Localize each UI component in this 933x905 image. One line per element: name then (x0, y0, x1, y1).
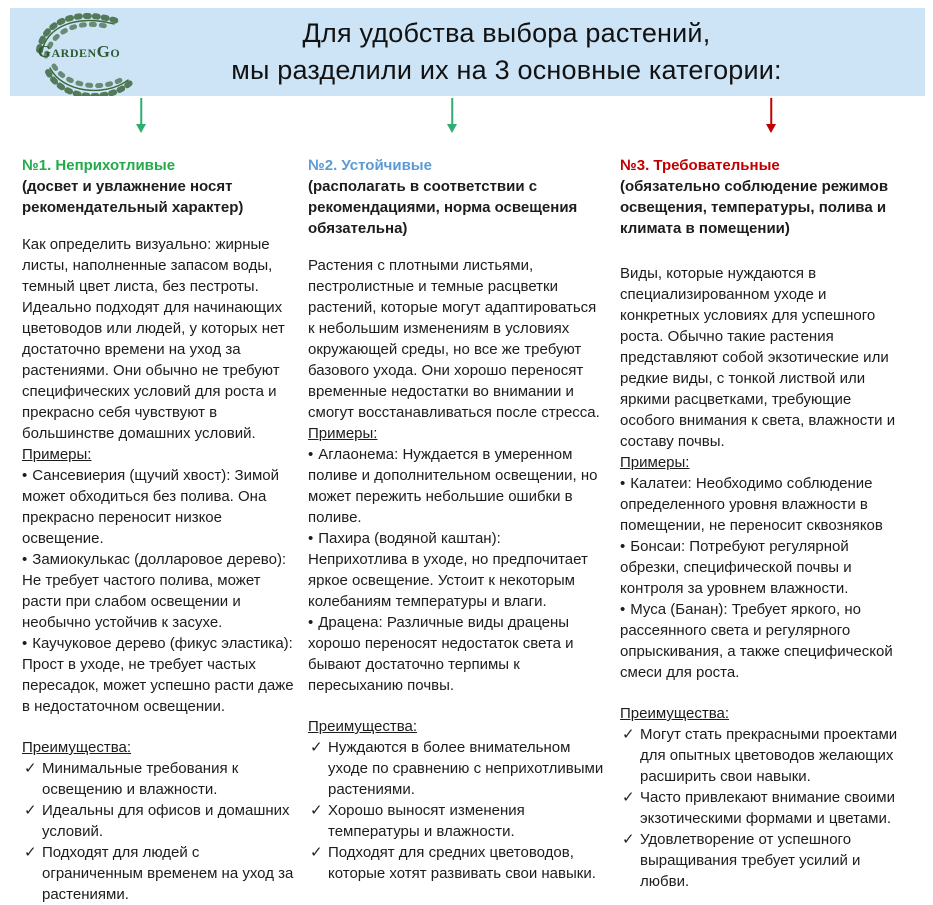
advantage-text: Могут стать прекрасными проектами для опытных цветоводов желающих расширить свои навыки. (640, 726, 898, 785)
category-title: №1. Неприхотливые (22, 157, 176, 174)
bullet-icon: • (308, 614, 314, 631)
page-title (153, 15, 782, 89)
checkmark-icon: ✓ (24, 802, 37, 819)
example-text: Муса (Банан): Требует яркого, но рассеянного света и регулярного опрыскивания, а также специфической смеси для роста. (620, 601, 893, 681)
advantage-item (620, 829, 910, 892)
advantage-item (620, 724, 910, 787)
arrow-shaft (140, 98, 142, 125)
example-item (308, 528, 604, 612)
category-description: Виды, которые нуждаются в специализированном уходе и конкретных условиях для успешного роста. Обычно такие растения представляют собой экзотические или редкие виды, с тонкой листвой или яркими расцветками, требующие особого внимания к света, влажности и составу почвы. (620, 265, 896, 450)
advantage-text: Нуждаются в более внимательном уходе по сравнению с неприхотливыми растениями. (328, 739, 604, 798)
category-subtitle: (располагать в соответствии с рекомендациями, норма освещения обязательна) (308, 178, 578, 237)
example-text: Калатеи: Необходимо соблюдение определенного уровня влажности в помещении, не переносит сквозняков (620, 475, 883, 534)
examples-label: Примеры: (308, 425, 378, 442)
advantage-item (308, 800, 604, 842)
checkmark-icon: ✓ (24, 760, 37, 777)
advantages-label: Преимущества: (620, 705, 730, 722)
arrow-head-icon (136, 124, 146, 133)
bullet-icon: • (620, 538, 626, 555)
title-line-1: Для удобства выбора растений, (302, 18, 711, 48)
header-banner (10, 8, 925, 96)
arrow-down-category-2 (445, 98, 459, 134)
example-text: Замиокулькас (долларовое дерево): Не требует частого полива, может расти при слабом освещении и необычно устойчив к засухе. (22, 551, 287, 631)
bullet-icon: • (620, 475, 626, 492)
advantage-text: Подходят для средних цветоводов, которые хотят развивать свои навыки. (328, 844, 596, 882)
category-subtitle: (досвет и увлажнение носят рекомендательный характер) (22, 178, 244, 216)
advantages-block (308, 716, 604, 884)
checkmark-icon: ✓ (622, 726, 635, 743)
example-item (308, 444, 604, 528)
example-text: Сансевиерия (щучий хвост): Зимой может обходиться без полива. Она прекрасно переносит низкое освещение. (22, 467, 279, 547)
arrow-down-category-3 (764, 98, 778, 134)
category-column-resilient (308, 155, 604, 884)
advantage-text: Минимальные требования к освещению и влажности. (42, 760, 239, 798)
example-item (620, 473, 910, 536)
checkmark-icon: ✓ (622, 831, 635, 848)
example-item (22, 465, 298, 549)
example-item (620, 599, 910, 683)
category-subtitle: (обязательно соблюдение режимов освещения, температуры, полива и климата в помещении) (620, 178, 889, 237)
example-text: Бонсаи: Потребуют регулярной обрезки, специфической почвы и контроля за уровнем влажности. (620, 538, 852, 597)
arrow-down-category-1 (134, 98, 148, 134)
example-item (22, 633, 298, 717)
arrow-shaft (451, 98, 453, 125)
advantage-item (308, 842, 604, 884)
advantage-text: Удовлетворение от успешного выращивания требует усилий и любви. (640, 831, 861, 890)
example-text: Драцена: Различные виды драцены хорошо переносят недостаток света и бывают достаточно терпимы к пересыханию почвы. (308, 614, 574, 694)
bullet-icon: • (22, 635, 28, 652)
advantages-block (620, 703, 910, 892)
checkmark-icon: ✓ (24, 844, 37, 861)
category-description: Как определить визуально: жирные листы, наполненные запасом воды, темный цвет листа, без пестроты. Идеально подходят для начинающих цветоводов или людей, у которых нет достаточно времени на уход за растениями. Они обычно не требуют специфических условий для роста и прекрасно себя чувствуют в большинстве домашних условий. (22, 236, 285, 442)
advantages-label: Преимущества: (308, 718, 418, 735)
example-text: Пахира (водяной каштан): Неприхотлива в уходе, но предпочитает яркое освещение. Устоит к некоторым колебаниям температуры и влаги. (308, 530, 588, 610)
arrow-head-icon (447, 124, 457, 133)
advantage-item (620, 787, 910, 829)
category-column-demanding (620, 155, 910, 892)
advantage-item (308, 737, 604, 800)
bullet-icon: • (308, 530, 314, 547)
category-column-unpretentious (22, 155, 298, 905)
category-title: №3. Требовательные (620, 157, 780, 174)
examples-label: Примеры: (22, 446, 92, 463)
gardengo-logo (26, 10, 138, 96)
category-description: Растения с плотными листьями, пестролистные и темные расцветки растений, которые могут адаптироваться к небольшим изменениям в условиях окружающей среды, но все же требуют базового ухода. Они хорошо переносят временные недостатки во внимании и смогут восстанавливаться после стресса. (308, 257, 600, 421)
example-text: Аглаонема: Нуждается в умеренном поливе и дополнительном освещении, но может пережить небольшие ошибки в поливе. (308, 446, 598, 526)
advantage-text: Часто привлекают внимание своими экзотическими формами и цветами. (640, 789, 895, 827)
advantage-item (22, 800, 298, 842)
example-item (620, 536, 910, 599)
bullet-icon: • (308, 446, 314, 463)
checkmark-icon: ✓ (622, 789, 635, 806)
checkmark-icon: ✓ (310, 739, 323, 756)
advantage-text: Хорошо выносят изменения температуры и влажности. (328, 802, 525, 840)
category-title: №2. Устойчивые (308, 157, 432, 174)
checkmark-icon: ✓ (310, 844, 323, 861)
bullet-icon: • (22, 551, 28, 568)
advantage-text: Идеальны для офисов и домашних условий. (42, 802, 290, 840)
advantage-item (22, 842, 298, 905)
examples-label: Примеры: (620, 454, 690, 471)
bullet-icon: • (22, 467, 28, 484)
checkmark-icon: ✓ (310, 802, 323, 819)
advantage-item (22, 758, 298, 800)
advantages-block (22, 737, 298, 905)
advantages-label: Преимущества: (22, 739, 132, 756)
advantage-text: Подходят для людей с ограниченным временем на уход за растениями. (42, 844, 294, 903)
example-item (308, 612, 604, 696)
logo-wordmark: GardenGo (37, 42, 121, 62)
arrow-shaft (770, 98, 772, 125)
bullet-icon: • (620, 601, 626, 618)
example-item (22, 549, 298, 633)
arrow-head-icon (766, 124, 776, 133)
title-line-2: мы разделили их на 3 основные категории: (231, 55, 782, 85)
example-text: Каучуковое дерево (фикус эластика): Прост в уходе, не требует частых пересадок, может успешно расти даже в недостаточном освещении. (22, 635, 294, 715)
